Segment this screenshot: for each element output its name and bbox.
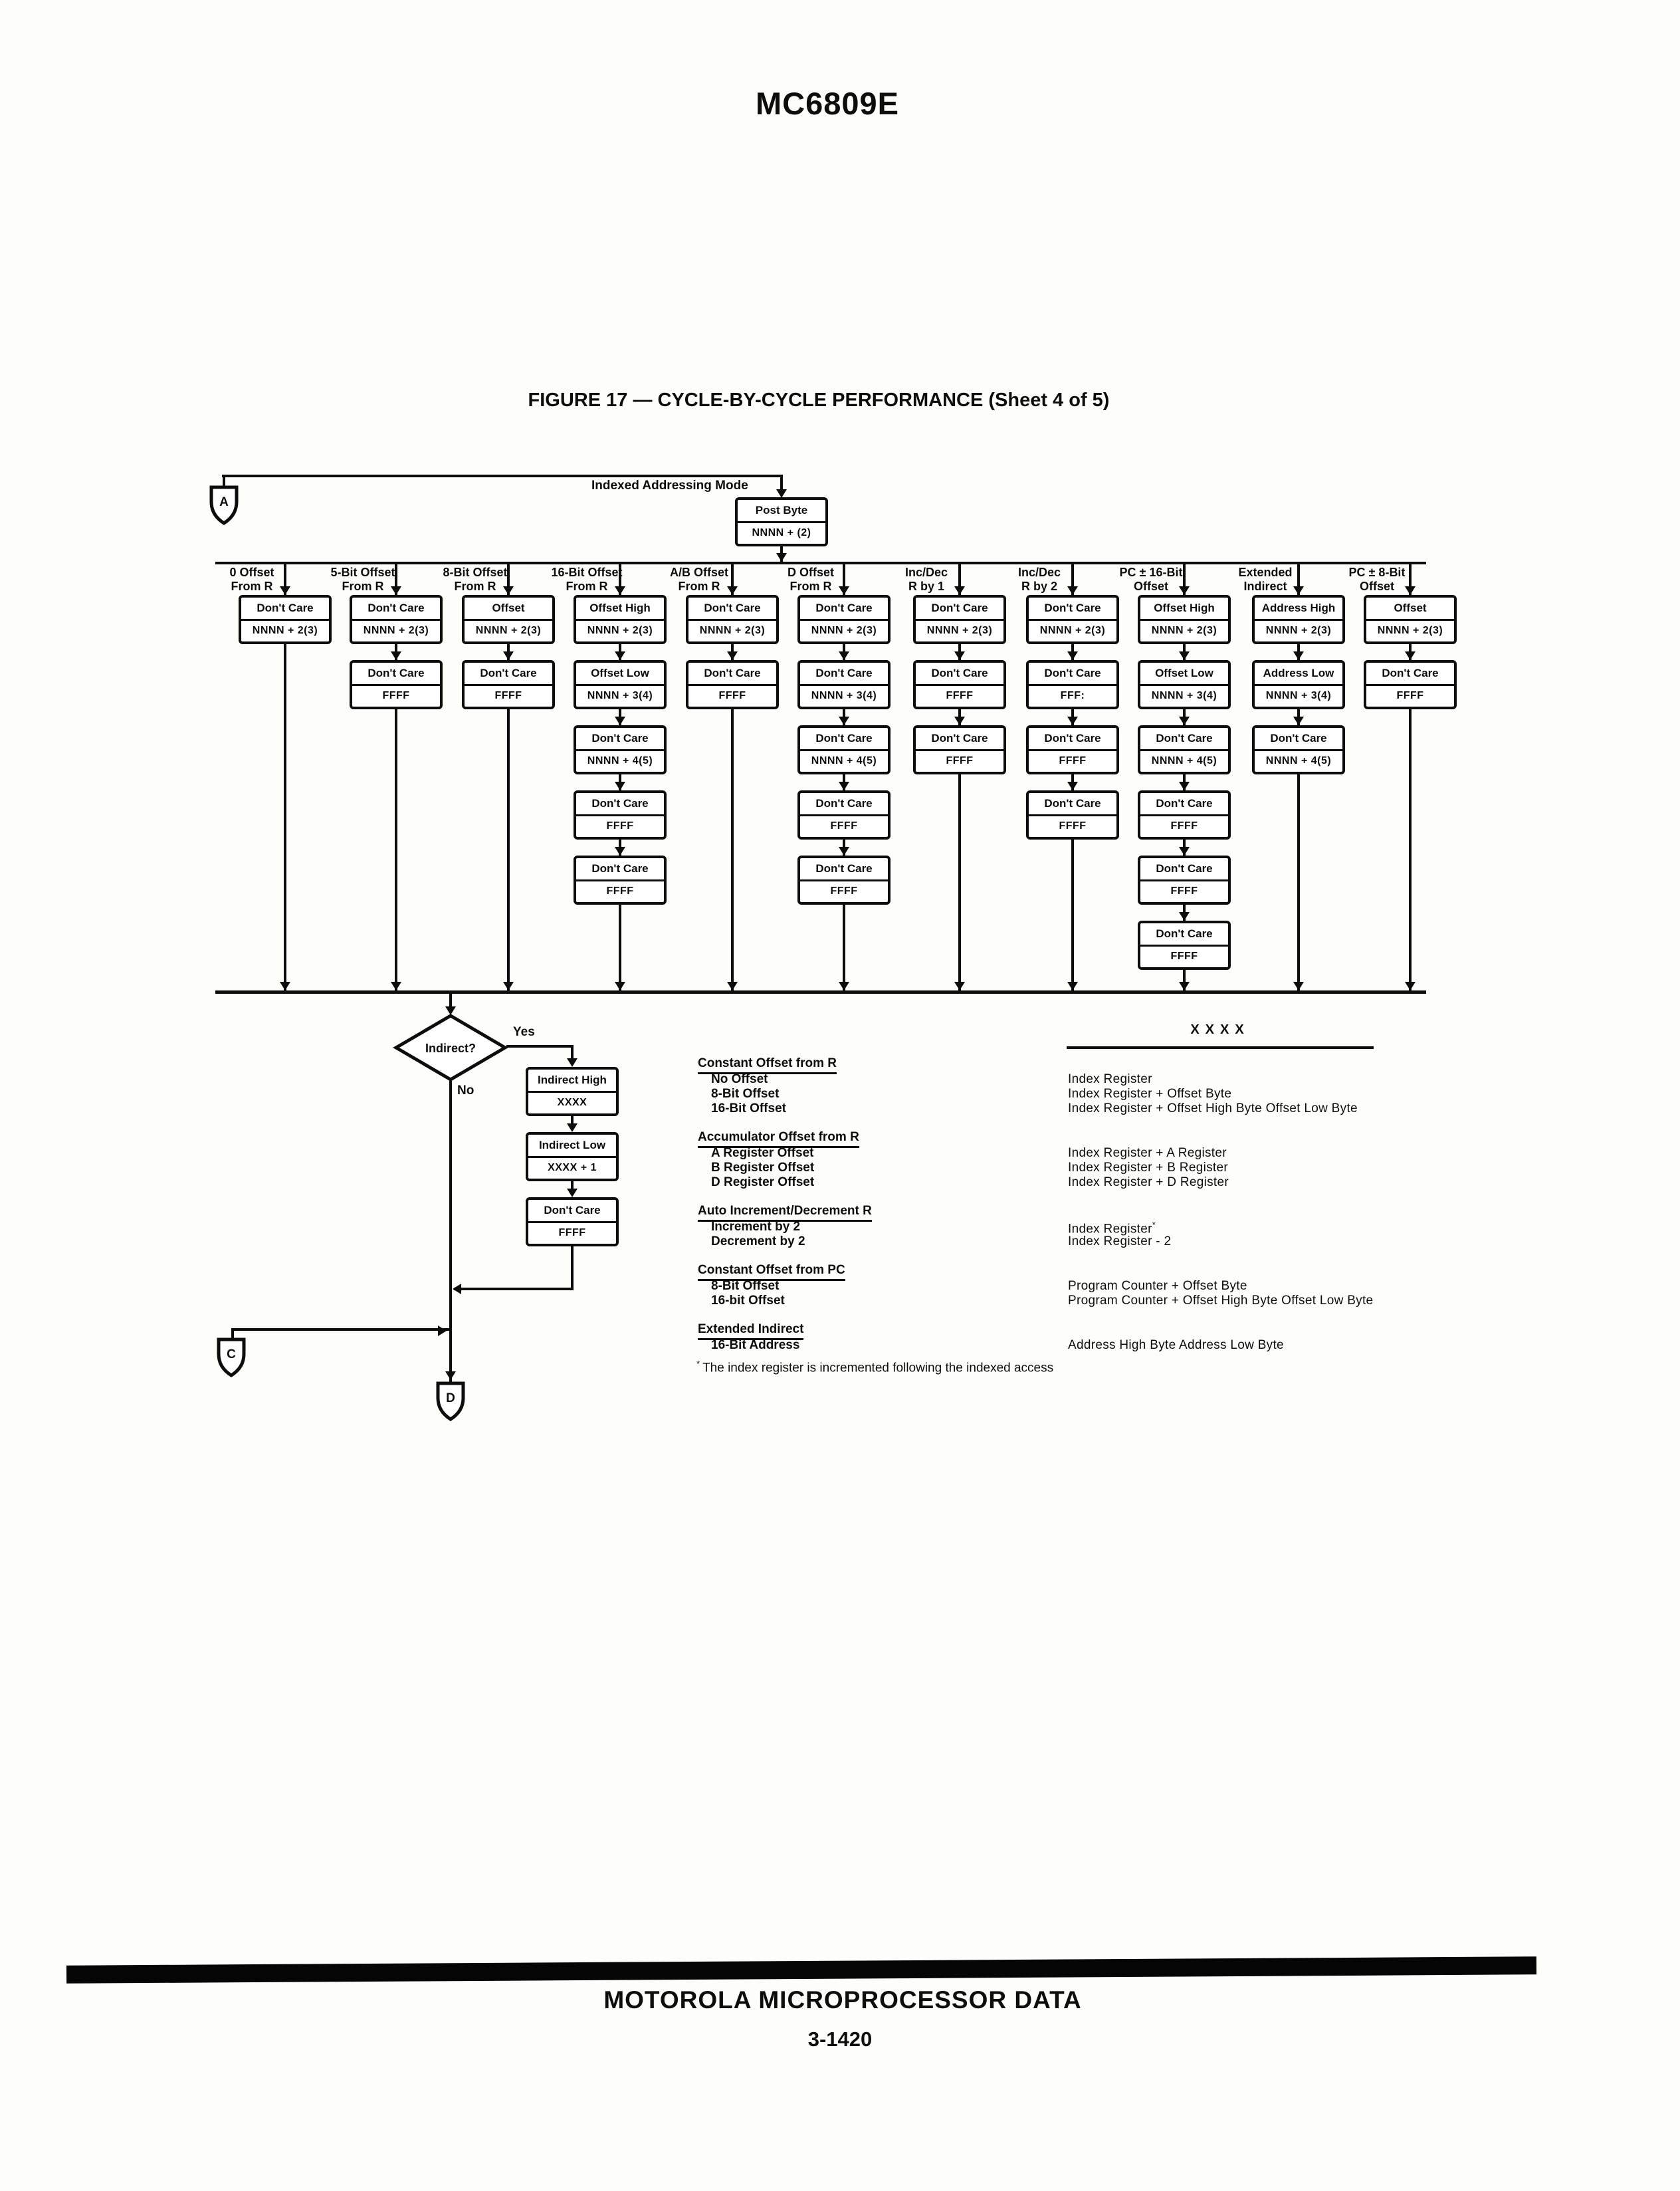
flow-box-label: Don't Care: [1029, 663, 1116, 686]
flow-box-value: FFFF: [1170, 885, 1198, 897]
legend-item: A Register Offset: [711, 1146, 814, 1160]
legend-value-text: Address High Byte Address Low Byte: [1068, 1338, 1284, 1352]
arrowhead-d: [1179, 847, 1190, 856]
legend-value: [1068, 1161, 1228, 1175]
flow-box-label: Don't Care: [800, 598, 888, 621]
flow-box: [1026, 660, 1119, 709]
flow-box: [1138, 725, 1231, 774]
arrowhead-d: [567, 1123, 578, 1132]
arrowhead-d: [615, 651, 625, 660]
yes-drop: [571, 1045, 574, 1059]
column-header: [643, 566, 756, 594]
flow-box: [913, 725, 1006, 774]
arrowhead-r: [438, 1326, 447, 1336]
column-header-line: From R: [566, 580, 608, 593]
indirect-return-h: [454, 1288, 574, 1290]
arrowhead-d: [776, 553, 787, 562]
flow-box-label: Don't Care: [1029, 793, 1116, 816]
arrowhead-d: [391, 651, 401, 660]
flow-box: [350, 660, 443, 709]
flow-box: [574, 725, 667, 774]
arrowhead-d: [727, 651, 738, 660]
arrowhead-d: [503, 651, 514, 660]
legend-item: 16-Bit Offset: [711, 1101, 786, 1115]
flow-box: [686, 595, 779, 644]
arrowhead-d: [615, 847, 625, 856]
arrowhead-d: [1067, 982, 1078, 990]
column-header: [530, 566, 643, 594]
arrowhead-d: [1179, 717, 1190, 725]
legend-item: 16-bit Offset: [711, 1294, 785, 1308]
flow-box: [1026, 725, 1119, 774]
flow-box-value: NNNN + 2(3): [252, 625, 318, 637]
entry-top-line: [222, 475, 783, 477]
arrowhead-d: [954, 717, 965, 725]
legend-section-title: Accumulator Offset from R: [698, 1130, 859, 1148]
legend-item: D Register Offset: [711, 1175, 815, 1189]
column-header-line: A/B Offset: [669, 566, 728, 579]
legend-item: 8-Bit Offset: [711, 1087, 780, 1101]
flow-box-value: NNNN + 3(4): [811, 690, 877, 702]
legend-value-text: Index Register: [1068, 1072, 1152, 1086]
flow-box-value: NNNN + (2): [752, 527, 811, 539]
flow-box: [797, 725, 891, 774]
legend-section-title: Constant Offset from PC: [698, 1263, 845, 1281]
flow-box: [574, 595, 667, 644]
flow-box-label: Offset High: [1140, 598, 1228, 621]
arrowhead-d: [1405, 586, 1416, 595]
flow-box-value: NNNN + 2(3): [363, 625, 429, 637]
flow-box: [1138, 660, 1231, 709]
arrowhead-l: [453, 1284, 461, 1294]
connector-letter: C: [227, 1347, 236, 1361]
arrowhead-d: [1179, 651, 1190, 660]
flow-box-value: NNNN + 3(4): [1265, 690, 1332, 702]
flow-box: [526, 1197, 619, 1246]
no-line: [449, 1081, 452, 1384]
arrowhead-d: [1067, 651, 1078, 660]
legend-value-text: Index Register: [1068, 1222, 1152, 1236]
flow-box: [797, 595, 891, 644]
arrowhead-d: [954, 586, 965, 595]
column-header: [1209, 566, 1322, 594]
legend-section-title: Extended Indirect: [698, 1322, 803, 1340]
legend-value-underline: [1067, 1046, 1374, 1049]
flow-box-value: XXXX: [557, 1097, 587, 1109]
flow-box-label: Don't Care: [688, 663, 776, 686]
flow-box-label: Offset Low: [576, 663, 664, 686]
flow-box: [574, 856, 667, 905]
arrowhead-d: [1179, 912, 1190, 921]
flow-box-label: Don't Care: [576, 728, 664, 751]
arrowhead-d: [839, 847, 849, 856]
flow-box-label: Offset: [1366, 598, 1454, 621]
connector-c: [217, 1337, 246, 1377]
flow-box-value: NNNN + 4(5): [1151, 755, 1217, 767]
arrowhead-d: [615, 586, 625, 595]
flow-box-value: FFFF: [946, 690, 974, 702]
flow-box-label: Don't Care: [800, 728, 888, 751]
arrowhead-d: [567, 1189, 578, 1197]
flow-box: [574, 660, 667, 709]
legend-value: [1068, 1279, 1247, 1294]
legend-value: [1068, 1146, 1227, 1161]
flow-box-label: Don't Care: [916, 598, 1003, 621]
arrowhead-d: [1293, 717, 1304, 725]
flow-box-label: Don't Care: [241, 598, 329, 621]
column-header-line: From R: [454, 580, 496, 593]
flow-box-label: Don't Care: [576, 858, 664, 881]
arrowhead-d: [1067, 586, 1078, 595]
yes-line: [506, 1045, 574, 1048]
page-title: MC6809E: [756, 86, 899, 121]
column-header-line: 8-Bit Offset: [443, 566, 508, 579]
flow-box: [1138, 790, 1231, 840]
flow-box-label: Don't Care: [1140, 858, 1228, 881]
column-header-line: PC ± 16-Bit: [1119, 566, 1183, 579]
flow-box-value: FFFF: [1396, 690, 1424, 702]
arrowhead-d: [839, 651, 849, 660]
legend-item: Increment by 2: [711, 1220, 801, 1234]
flow-box-label: Don't Care: [576, 793, 664, 816]
column-header-line: Indirect: [1243, 580, 1287, 593]
flow-box-label: Don't Care: [1255, 728, 1342, 751]
flow-box-value: FFFF: [606, 885, 634, 897]
flow-box-value: FFFF: [830, 885, 858, 897]
flow-box: [913, 660, 1006, 709]
flow-box-value: FFFF: [558, 1227, 586, 1239]
no-label: No: [457, 1084, 474, 1097]
flow-box-label: Don't Care: [688, 598, 776, 621]
legend-value-text: Program Counter + Offset Byte: [1068, 1279, 1247, 1293]
flow-box: [1364, 595, 1457, 644]
flow-box: [1138, 856, 1231, 905]
connector-a: [209, 485, 239, 525]
collect-bus: [215, 990, 1426, 994]
flow-box-value: NNNN + 2(3): [587, 625, 653, 637]
column-header-line: From R: [789, 580, 832, 593]
legend-section-title: Constant Offset from R: [698, 1056, 837, 1074]
flow-box-value: NNNN + 2(3): [1377, 625, 1443, 637]
arrowhead-d: [615, 982, 625, 990]
column-header-line: 16-Bit Offset: [551, 566, 623, 579]
legend-item: Decrement by 2: [711, 1234, 805, 1248]
column-header-line: Offset: [1359, 580, 1394, 593]
flow-box-label: Don't Care: [800, 663, 888, 686]
flow-box: [526, 1067, 619, 1116]
connector-a-stub: [223, 475, 225, 488]
column-header-line: Inc/Dec: [904, 566, 948, 579]
flow-box: [574, 790, 667, 840]
flow-box-value: FFFF: [946, 755, 974, 767]
arrowhead-d: [615, 717, 625, 725]
post-byte-drop: [780, 475, 783, 491]
footer-title: MOTOROLA MICROPROCESSOR DATA: [603, 1986, 1082, 2014]
post-byte-box: [735, 497, 828, 546]
column-header-line: PC ± 8-Bit: [1348, 566, 1406, 579]
arrowhead-d: [1293, 586, 1304, 595]
legend-value-text: Index Register + Offset High Byte Offset Low Byte: [1068, 1101, 1358, 1115]
flow-box-label: Don't Care: [800, 858, 888, 881]
flow-box-label: Don't Care: [528, 1200, 616, 1223]
flow-box-label: Don't Care: [800, 793, 888, 816]
legend-item: 16-Bit Address: [711, 1338, 800, 1352]
arrowhead-d: [503, 982, 514, 990]
flow-box-value: NNNN + 4(5): [1265, 755, 1332, 767]
flow-box-value: FFF:: [1060, 690, 1085, 702]
flow-box-label: Post Byte: [738, 500, 825, 523]
flow-box-value: FFFF: [1170, 951, 1198, 963]
legend-value-text: Index Register + D Register: [1068, 1175, 1229, 1189]
arrowhead-d: [1179, 782, 1190, 790]
flow-box-value: NNNN + 2(3): [1265, 625, 1332, 637]
flow-box-label: Don't Care: [1366, 663, 1454, 686]
decision-label: Indirect?: [425, 1042, 476, 1055]
legend-value-text: Index Register + Offset Byte: [1068, 1087, 1232, 1101]
legend-value-header: XXXX: [1190, 1022, 1250, 1037]
legend-value: [1068, 1175, 1229, 1190]
flow-box-value: FFFF: [830, 820, 858, 832]
flow-box: [686, 660, 779, 709]
flow-box: [1026, 790, 1119, 840]
footer-divider-bar: [66, 1956, 1536, 1984]
column-header-line: From R: [678, 580, 720, 593]
flow-box-value: NNNN + 2(3): [811, 625, 877, 637]
column-header: [754, 566, 867, 594]
legend-section-title: Auto Increment/Decrement R: [698, 1204, 872, 1222]
arrowhead-d: [839, 586, 849, 595]
flow-box-value: NNNN + 4(5): [587, 755, 653, 767]
flow-box-label: Don't Care: [1029, 728, 1116, 751]
c-stub: [231, 1328, 234, 1340]
indirect-decision-diamond: [395, 1014, 506, 1081]
yes-label: Yes: [513, 1025, 535, 1039]
arrowhead-d: [1067, 782, 1078, 790]
flow-box-label: Don't Care: [352, 663, 440, 686]
footnote-text: The index register is incremented following the indexed access: [702, 1361, 1054, 1375]
connector-d: [436, 1381, 465, 1421]
flow-box-label: Indirect Low: [528, 1135, 616, 1158]
column-header-line: Inc/Dec: [1017, 566, 1061, 579]
footnote-marker: *: [696, 1359, 700, 1369]
flow-box-label: Don't Care: [916, 728, 1003, 751]
column-header-line: From R: [342, 580, 384, 593]
flow-box-value: NNNN + 4(5): [811, 755, 877, 767]
flow-box-value: NNNN + 2(3): [699, 625, 766, 637]
footnote: [696, 1359, 1053, 1375]
flow-box: [913, 595, 1006, 644]
flow-box-label: Offset: [465, 598, 552, 621]
column-header-line: Offset: [1133, 580, 1168, 593]
flow-box: [1138, 595, 1231, 644]
arrowhead-d: [839, 717, 849, 725]
flow-box: [797, 660, 891, 709]
flow-box: [350, 595, 443, 644]
connector-letter: D: [446, 1391, 455, 1405]
legend-value: [1068, 1234, 1171, 1249]
flow-box-value: FFFF: [1170, 820, 1198, 832]
flow-box-label: Don't Care: [1140, 728, 1228, 751]
footnote-marker: *: [1152, 1220, 1156, 1230]
flow-box-value: XXXX + 1: [548, 1162, 597, 1174]
flow-box-value: FFFF: [718, 690, 746, 702]
flow-box-value: FFFF: [1059, 820, 1087, 832]
column-header: [419, 566, 532, 594]
legend-value: [1068, 1072, 1152, 1087]
flow-box: [1252, 595, 1345, 644]
flow-box-value: FFFF: [606, 820, 634, 832]
flow-box-label: Offset High: [576, 598, 664, 621]
flow-box-value: FFFF: [382, 690, 410, 702]
column-header-line: R by 1: [908, 580, 945, 593]
flow-box: [1364, 660, 1457, 709]
flow-box: [526, 1132, 619, 1181]
legend-value: [1068, 1101, 1358, 1116]
flow-box: [462, 595, 555, 644]
legend-value-text: Index Register + B Register: [1068, 1161, 1228, 1175]
flow-box: [239, 595, 332, 644]
indirect-return-v: [571, 1246, 574, 1290]
flow-box-label: Address High: [1255, 598, 1342, 621]
flow-box: [797, 790, 891, 840]
arrowhead-d: [280, 586, 290, 595]
column-header: [983, 566, 1096, 594]
flow-box-label: Don't Care: [465, 663, 552, 686]
arrowhead-d: [280, 982, 290, 990]
flow-box-label: Indirect High: [528, 1070, 616, 1093]
flow-box-value: NNNN + 2(3): [926, 625, 993, 637]
flow-box: [1252, 725, 1345, 774]
flow-box-value: NNNN + 2(3): [1151, 625, 1217, 637]
column-header-line: D Offset: [787, 566, 834, 579]
page-number: 3-1420: [807, 2027, 873, 2051]
arrowhead-d: [391, 586, 401, 595]
column-header-line: 0 Offset: [229, 566, 274, 579]
flow-box: [462, 660, 555, 709]
flow-box-label: Don't Care: [352, 598, 440, 621]
arrowhead-d: [391, 982, 401, 990]
legend-value: [1068, 1087, 1231, 1101]
column-header-line: Extended: [1238, 566, 1293, 579]
flow-box-label: Don't Care: [916, 663, 1003, 686]
column-header-line: 5-Bit Offset: [330, 566, 395, 579]
legend-item: No Offset: [711, 1072, 768, 1086]
column-header-line: From R: [231, 580, 273, 593]
flow-box-value: NNNN + 2(3): [475, 625, 542, 637]
arrowhead-d: [445, 1371, 456, 1380]
arrowhead-d: [1293, 651, 1304, 660]
arrowhead-d: [839, 982, 849, 990]
indexed-addressing-mode-label: Indexed Addressing Mode: [591, 479, 748, 493]
flow-box-value: FFFF: [494, 690, 522, 702]
legend-item: 8-Bit Offset: [711, 1279, 780, 1293]
column-header-line: R by 2: [1021, 580, 1058, 593]
flow-box-label: Don't Care: [1029, 598, 1116, 621]
arrowhead-d: [1179, 982, 1190, 990]
arrowhead-d: [445, 1006, 456, 1015]
legend-value: [1068, 1294, 1373, 1308]
arrowhead-d: [1179, 586, 1190, 595]
flow-box-value: FFFF: [1059, 755, 1087, 767]
flow-box: [1252, 660, 1345, 709]
legend-item: B Register Offset: [711, 1161, 815, 1175]
arrowhead-d: [727, 586, 738, 595]
figure-title: FIGURE 17 — CYCLE-BY-CYCLE PERFORMANCE (Sheet 4 of 5): [528, 390, 1110, 411]
column-header: [1320, 566, 1433, 594]
legend-value-text: Index Register + A Register: [1068, 1146, 1227, 1160]
column-header: [1095, 566, 1208, 594]
connector-letter: A: [219, 495, 229, 509]
flow-box-value: NNNN + 3(4): [1151, 690, 1217, 702]
legend-value-text: Program Counter + Offset High Byte Offset Low Byte: [1068, 1294, 1374, 1308]
flow-box: [1138, 921, 1231, 970]
arrowhead-d: [1067, 717, 1078, 725]
flow-box-value: NNNN + 2(3): [1039, 625, 1106, 637]
column-header: [195, 566, 308, 594]
arrowhead-d: [727, 982, 738, 990]
arrowhead-d: [839, 782, 849, 790]
column-header: [306, 566, 419, 594]
flow-box-label: Offset Low: [1140, 663, 1228, 686]
legend-value: [1068, 1338, 1284, 1353]
flow-box-label: Address Low: [1255, 663, 1342, 686]
arrowhead-d: [1293, 982, 1304, 990]
arrowhead-d: [615, 782, 625, 790]
arrowhead-d: [1405, 982, 1416, 990]
arrowhead-d: [954, 651, 965, 660]
arrowhead-d: [503, 586, 514, 595]
legend-value-text: Index Register - 2: [1068, 1234, 1172, 1248]
arrowhead-d: [776, 489, 787, 498]
flow-box: [797, 856, 891, 905]
diamond-drop: [449, 994, 452, 1008]
flow-box-label: Don't Care: [1140, 923, 1228, 947]
flow-box-value: NNNN + 3(4): [587, 690, 653, 702]
column-header: [870, 566, 983, 594]
c-branch-line: [233, 1328, 452, 1331]
flow-box: [1026, 595, 1119, 644]
arrowhead-d: [567, 1058, 578, 1067]
arrowhead-d: [1405, 651, 1416, 660]
flow-box-label: Don't Care: [1140, 793, 1228, 816]
arrowhead-d: [954, 982, 965, 990]
